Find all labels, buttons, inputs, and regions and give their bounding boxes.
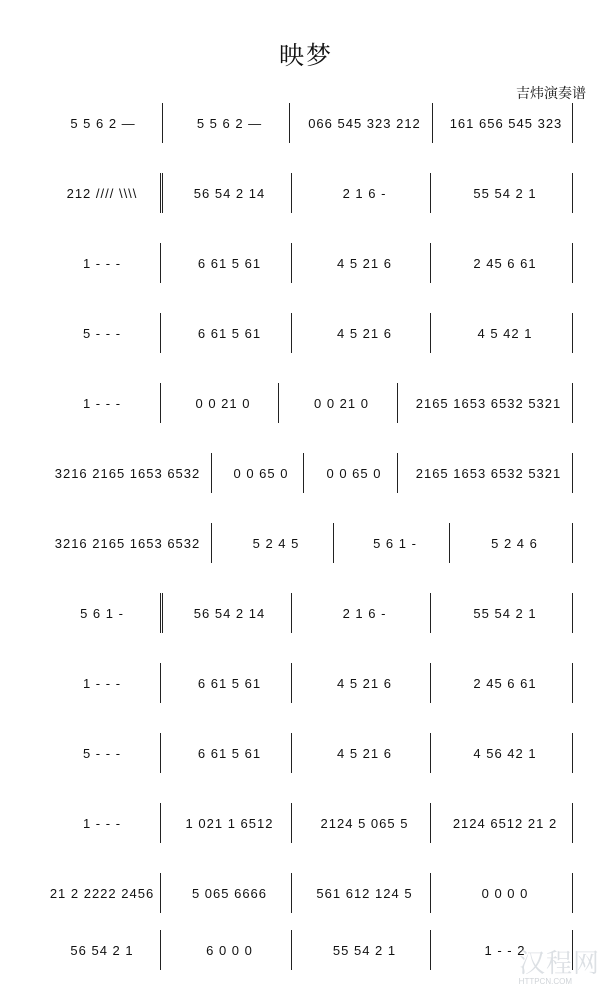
measure [36, 918, 160, 992]
measure-notes: 4 5 21 6 [337, 256, 392, 271]
bar-line [572, 663, 573, 703]
bar-line [430, 803, 431, 843]
bar-line [572, 453, 573, 493]
bar-line [430, 313, 431, 353]
measure-notes: 1 - - 2 [484, 943, 526, 958]
measure-notes: 5 2 4 6 [491, 536, 538, 551]
bar-line [430, 243, 431, 283]
measure [449, 511, 572, 585]
measure-notes: 2 1 6 - [342, 606, 387, 621]
measure [289, 91, 432, 165]
measure-notes: 5 6 1 - [373, 536, 417, 551]
measure [291, 301, 430, 375]
measure-notes: 0 0 21 0 [314, 396, 369, 411]
measure-notes: 5 6 1 - [80, 606, 124, 621]
page-title: 映梦 [278, 41, 333, 70]
measure [36, 301, 160, 375]
bar-line [160, 593, 166, 633]
bar-line [291, 243, 292, 283]
measure [430, 301, 572, 375]
measure-notes: 6 0 0 0 [206, 943, 253, 958]
measure [278, 371, 397, 445]
measure [291, 918, 430, 992]
measure [430, 651, 572, 725]
measure-notes: 1 - - - [82, 816, 122, 831]
measure [430, 581, 572, 655]
measure-notes: 2 45 6 61 [473, 256, 537, 271]
measure-notes: 6 61 5 61 [197, 326, 262, 341]
measure-notes: 066 545 323 212 [308, 116, 421, 131]
measure-notes: 5 2 4 5 [252, 536, 300, 551]
bar-line [160, 383, 161, 423]
measure [211, 511, 333, 585]
measure-notes: 56 54 2 14 [193, 606, 266, 621]
score-row [0, 231, 612, 305]
measure [36, 91, 162, 165]
measure-notes: 56 54 2 14 [193, 186, 266, 201]
measure-notes: 561 612 124 5 [316, 886, 413, 901]
measure [291, 651, 430, 725]
measure-notes: 55 54 2 1 [473, 606, 537, 621]
measure-notes: 0 0 21 0 [195, 396, 251, 411]
measure-notes: 1 - - - [82, 676, 122, 691]
bar-line [430, 873, 431, 913]
bar-line [291, 873, 292, 913]
measure [160, 918, 291, 992]
bar-line [572, 593, 573, 633]
measure [36, 441, 211, 515]
measure [291, 581, 430, 655]
bar-line [572, 243, 573, 283]
measure-notes: 2165 1653 6532 5321 [415, 466, 562, 481]
measure [291, 721, 430, 795]
measure-notes: 4 5 21 6 [337, 326, 392, 341]
bar-line [291, 593, 292, 633]
measure-notes: 0 0 65 0 [326, 466, 382, 481]
measure-notes: 1 - - - [82, 256, 122, 271]
measure [36, 371, 160, 445]
measure-notes: 3216 2165 1653 6532 [54, 466, 201, 481]
measure [160, 371, 278, 445]
measure-notes: 56 54 2 1 [70, 943, 134, 958]
bar-line [430, 173, 431, 213]
measure-notes: 55 54 2 1 [473, 186, 537, 201]
measure [36, 231, 160, 305]
measure-notes: 4 5 42 1 [477, 326, 533, 341]
bar-line [430, 733, 431, 773]
measure [160, 301, 291, 375]
measure-notes: 1 - - - [82, 396, 122, 411]
score-row [0, 651, 612, 725]
bar-line [160, 173, 166, 213]
bar-line [160, 663, 161, 703]
bar-line [572, 873, 573, 913]
measure [162, 91, 289, 165]
measure-notes: 2 1 6 - [342, 186, 387, 201]
score-row [0, 721, 612, 795]
measure-notes: 212 //// \\\\ [66, 186, 138, 201]
measure-notes: 55 54 2 1 [332, 943, 397, 958]
measure-notes: 5 5 6 2 — [70, 116, 136, 131]
measure-notes: 2124 5 065 5 [320, 816, 409, 831]
bar-line [572, 523, 573, 563]
measure [430, 721, 572, 795]
measure-notes: 5 5 6 2 — [196, 116, 263, 131]
measure-notes: 1 021 1 6512 [185, 816, 274, 831]
bar-line [291, 173, 292, 213]
bar-line [430, 930, 431, 970]
bar-line [291, 663, 292, 703]
bar-line [291, 733, 292, 773]
bar-line [289, 103, 290, 143]
measure [36, 511, 211, 585]
bar-line [572, 173, 573, 213]
measure [333, 511, 449, 585]
measure [432, 91, 572, 165]
bar-line [572, 803, 573, 843]
bar-line [449, 523, 450, 563]
measure [160, 651, 291, 725]
measure-notes: 0 0 0 0 [481, 886, 529, 901]
bar-line [291, 803, 292, 843]
measure-notes: 2165 1653 6532 5321 [415, 396, 562, 411]
measure [211, 441, 303, 515]
measure-notes: 4 5 21 6 [337, 746, 392, 761]
bar-line [572, 733, 573, 773]
score-row [0, 791, 612, 865]
measure [160, 581, 291, 655]
bar-line [211, 523, 212, 563]
measure [303, 441, 397, 515]
bar-line [160, 243, 161, 283]
bar-line [430, 663, 431, 703]
bar-line [160, 733, 161, 773]
bar-line [291, 313, 292, 353]
measure [291, 231, 430, 305]
measure-notes: 5 - - - [82, 326, 122, 341]
measure [36, 581, 160, 655]
measure-notes: 5 065 6666 [191, 886, 268, 901]
measure-notes: 4 56 42 1 [473, 746, 537, 761]
bar-line [333, 523, 334, 563]
bar-line [278, 383, 279, 423]
measure [430, 161, 572, 235]
bar-line [303, 453, 304, 493]
score-row [0, 91, 612, 165]
measure [160, 791, 291, 865]
bar-line [432, 103, 433, 143]
measure [36, 161, 160, 235]
measure [160, 161, 291, 235]
watermark-url: HTTPCN.COM [518, 977, 572, 986]
measure-notes: 161 656 545 323 [449, 116, 563, 131]
score-row [0, 371, 612, 445]
measure-notes: 3216 2165 1653 6532 [54, 536, 201, 551]
bar-line [572, 103, 573, 143]
measure-notes: 2 45 6 61 [473, 676, 537, 691]
score-row [0, 581, 612, 655]
score-row [0, 161, 612, 235]
measure [291, 161, 430, 235]
bar-line [160, 313, 161, 353]
measure-notes: 2124 6512 21 2 [452, 816, 558, 831]
measure [36, 651, 160, 725]
bar-line [572, 313, 573, 353]
watermark-logo: 汉程网 [518, 949, 600, 979]
bar-line [162, 103, 163, 143]
bar-line [291, 930, 292, 970]
measure-notes: 0 0 65 0 [233, 466, 289, 481]
measure [36, 721, 160, 795]
measure [397, 441, 572, 515]
measure [430, 231, 572, 305]
measure [397, 371, 572, 445]
bar-line [397, 453, 398, 493]
score-row [0, 511, 612, 585]
measure-notes: 6 61 5 61 [197, 746, 262, 761]
bar-line [211, 453, 212, 493]
measure [160, 721, 291, 795]
measure-notes: 6 61 5 61 [197, 256, 262, 271]
score-row [0, 441, 612, 515]
measure [291, 791, 430, 865]
bar-line [430, 593, 431, 633]
measure [36, 791, 160, 865]
bar-line [397, 383, 398, 423]
bar-line [160, 803, 161, 843]
measure [160, 231, 291, 305]
measure-notes: 6 61 5 61 [197, 676, 262, 691]
measure-notes: 5 - - - [82, 746, 122, 761]
score-credit: 吉炜演奏谱 [516, 86, 586, 102]
measure-notes: 21 2 2222 2456 [49, 886, 155, 901]
score-row [0, 301, 612, 375]
bar-line [160, 930, 161, 970]
bar-line [160, 873, 161, 913]
measure-notes: 4 5 21 6 [337, 676, 392, 691]
bar-line [572, 383, 573, 423]
measure [430, 791, 572, 865]
